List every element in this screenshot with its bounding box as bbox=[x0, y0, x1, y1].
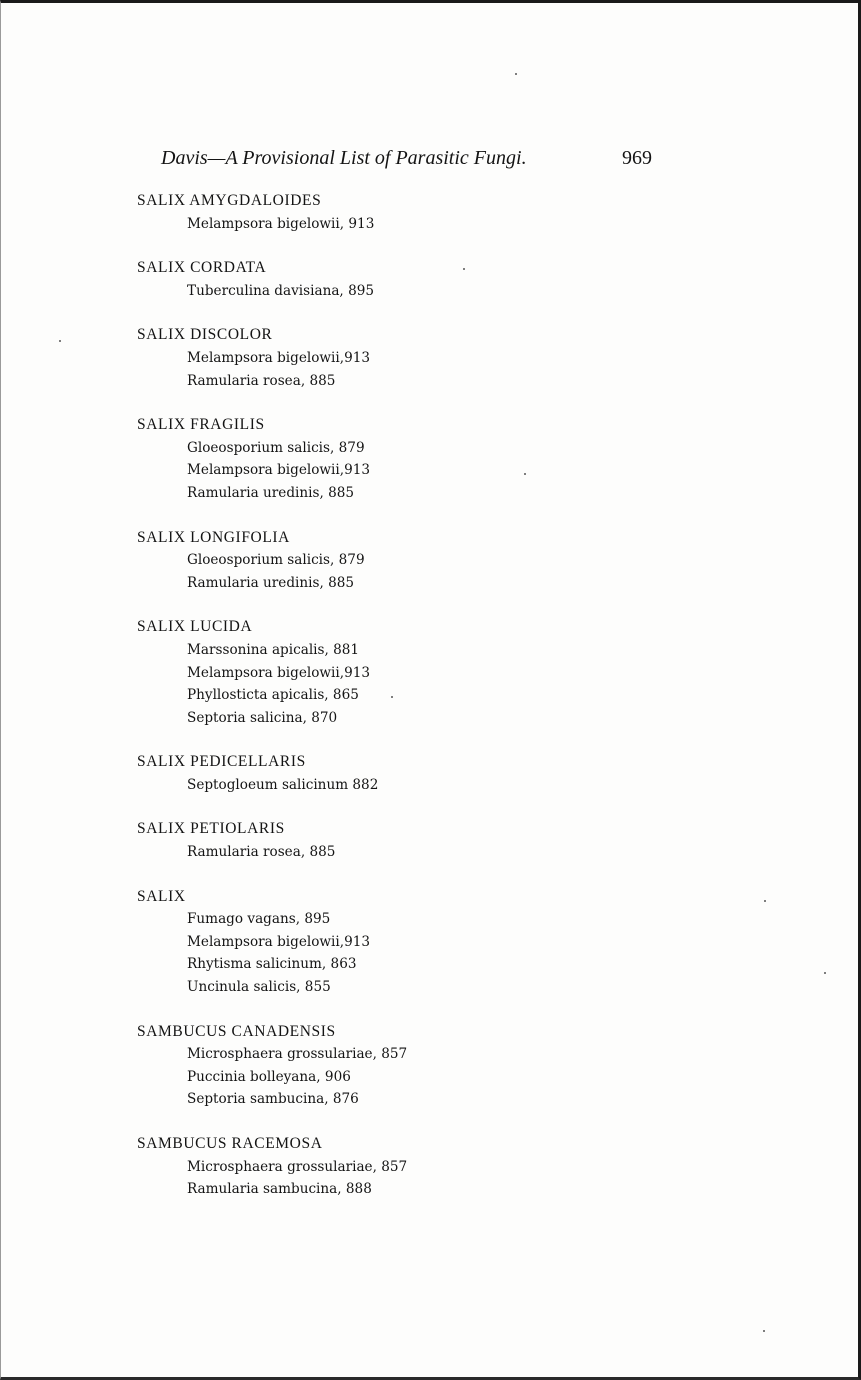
host-name: SALIX bbox=[137, 887, 186, 905]
fungus-name: Ramularia sambucina, 888 bbox=[187, 1181, 372, 1198]
scan-speck bbox=[463, 268, 465, 270]
host-name: SALIX LUCIDA bbox=[137, 618, 253, 636]
scan-speck bbox=[824, 972, 826, 974]
fungus-name: Ramularia rosea, 885 bbox=[187, 372, 336, 389]
fungus-name: Gloeosporium salicis, 879 bbox=[187, 439, 365, 456]
fungus-name: Ramularia uredinis, 885 bbox=[187, 574, 355, 591]
host-name: SALIX LONGIFOLIA bbox=[137, 528, 290, 546]
fungus-name: Septoria salicina, 870 bbox=[187, 709, 338, 726]
fungus-name: Uncinula salicis, 855 bbox=[187, 979, 331, 996]
scan-speck bbox=[59, 340, 61, 342]
scan-speck bbox=[763, 1330, 765, 1332]
fungus-name: Puccinia bolleyana, 906 bbox=[187, 1068, 351, 1085]
host-name: SAMBUCUS RACEMOSA bbox=[137, 1135, 323, 1152]
host-name: SALIX PEDICELLARIS bbox=[137, 753, 306, 771]
scan-speck bbox=[391, 696, 393, 698]
host-name: SALIX FRAGILIS bbox=[137, 416, 265, 434]
host-entry bbox=[137, 257, 697, 302]
fungus-name: Melampsora bigelowii,913 bbox=[187, 664, 371, 681]
host-entry bbox=[137, 414, 697, 504]
fungus-name: Melampsora bigelowii,913 bbox=[187, 462, 371, 479]
fungus-name: Rhytisma salicinum, 863 bbox=[187, 956, 357, 973]
running-title: Davis—A Provisional List of Parasitic Fungi. bbox=[161, 147, 527, 169]
host-entry bbox=[137, 886, 697, 999]
fungus-name: Gloeosporium salicis, 879 bbox=[187, 552, 365, 569]
fungus-name: Phyllosticta apicalis, 865 bbox=[187, 687, 359, 704]
fungus-name: Microsphaera grossulariae, 857 bbox=[187, 1158, 408, 1175]
host-entry bbox=[137, 616, 697, 729]
running-header bbox=[161, 147, 661, 173]
host-entry bbox=[137, 818, 697, 863]
fungus-name: Ramularia rosea, 885 bbox=[187, 844, 336, 861]
host-entry bbox=[137, 751, 697, 796]
host-entry bbox=[137, 527, 697, 595]
host-entry bbox=[137, 190, 697, 235]
page-number: 969 bbox=[622, 147, 652, 169]
fungus-name: Melampsora bigelowii,913 bbox=[187, 933, 371, 950]
scan-speck bbox=[764, 900, 766, 902]
host-name: SALIX PETIOLARIS bbox=[137, 820, 285, 838]
fungus-name: Septoria sambucina, 876 bbox=[187, 1091, 359, 1108]
fungus-name: Microsphaera grossulariae, 857 bbox=[187, 1046, 408, 1063]
scan-speck bbox=[515, 73, 517, 75]
host-name: SAMBUCUS CANADENSIS bbox=[137, 1022, 336, 1040]
host-fungus-list bbox=[137, 190, 697, 1223]
fungus-name: Melampsora bigelowii,913 bbox=[187, 349, 371, 366]
host-entry bbox=[137, 1133, 697, 1201]
host-name: SALIX DISCOLOR bbox=[137, 326, 273, 344]
fungus-name: Tuberculina davisiana, 895 bbox=[187, 282, 375, 299]
fungus-name: Ramularia uredinis, 885 bbox=[187, 484, 355, 501]
fungus-name: Septogloeum salicinum 882 bbox=[187, 776, 379, 793]
fungus-name: Melampsora bigelowii, 913 bbox=[187, 215, 375, 232]
host-entry bbox=[137, 1021, 697, 1111]
scan-speck bbox=[524, 473, 526, 475]
host-entry bbox=[137, 324, 697, 392]
fungus-name: Marssonina apicalis, 881 bbox=[187, 641, 360, 658]
host-name: SALIX CORDATA bbox=[137, 259, 267, 277]
fungus-name: Fumago vagans, 895 bbox=[187, 911, 331, 928]
host-name: SALIX AMYGDALOIDES bbox=[137, 192, 322, 209]
